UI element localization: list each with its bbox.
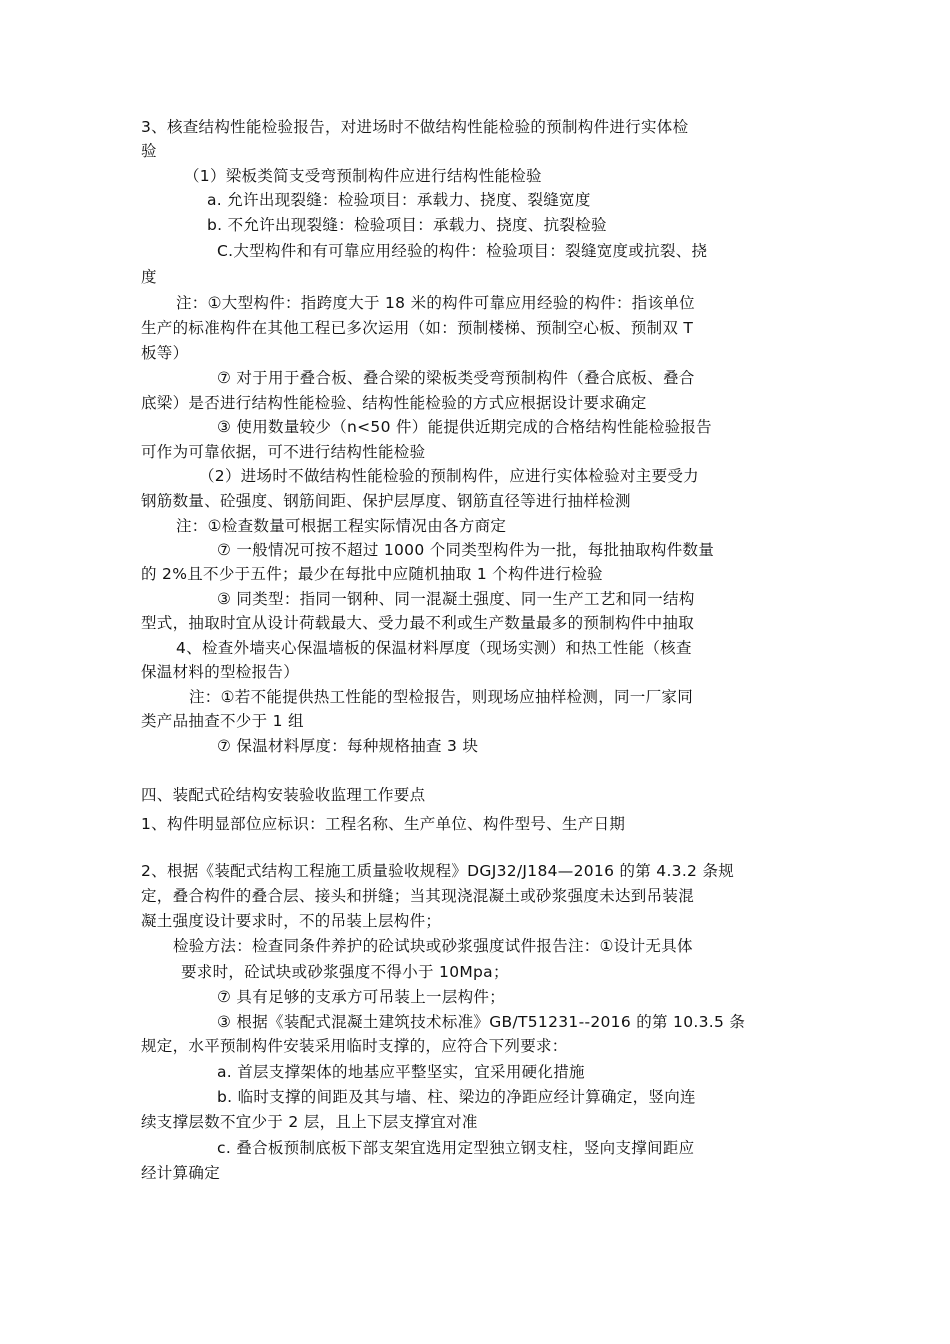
text-line: 型式，抽取时宜从设计荷载最大、受力最不利或生产数量最多的预制构件中抽取: [141, 614, 695, 632]
text-line: a. 允许出现裂缝：检验项目：承载力、挠度、裂缝宽度: [207, 191, 591, 209]
text-line: 钢筋数量、砼强度、钢筋间距、保护层厚度、钢筋直径等进行抽样检测: [141, 492, 631, 510]
text-line: 2、根据《装配式结构工程施工质量验收规程》DGJ32/J184—2016 的第 4.3.2 条规: [141, 862, 735, 880]
text-line: 4、检查外墙夹心保温墙板的保温材料厚度（现场实测）和热工性能（核查: [176, 639, 692, 657]
text-line: b. 临时支撑的间距及其与墙、柱、梁边的净距应经计算确定，竖向连: [217, 1088, 696, 1106]
text-line: 底梁）是否进行结构性能检验、结构性能检验的方式应根据设计要求确定: [141, 394, 647, 412]
text-line: （2）进场时不做结构性能检验的预制构件，应进行实体检验对主要受力: [199, 467, 699, 485]
section-heading: 四、装配式砼结构安装验收监理工作要点: [141, 786, 426, 804]
text-line: 1、构件明显部位应标识：工程名称、生产单位、构件型号、生产日期: [141, 815, 626, 833]
text-line: 类产品抽查不少于 1 组: [141, 712, 304, 730]
text-line: 度: [141, 268, 157, 286]
text-line: 续支撑层数不宜少于 2 层，且上下层支撑宜对准: [141, 1113, 478, 1131]
text-line: 可作为可靠依据，可不进行结构性能检验: [141, 443, 426, 461]
text-line: 3、核查结构性能检验报告，对进场时不做结构性能检验的预制构件进行实体检: [141, 118, 689, 136]
text-line: 注：①大型构件：指跨度大于 18 米的构件可靠应用经验的构件：指该单位: [176, 294, 695, 312]
text-line: 板等）: [141, 344, 189, 362]
text-line: ⑦ 对于用于叠合板、叠合梁的梁板类受弯预制构件（叠合底板、叠合: [217, 369, 695, 387]
text-line: 定，叠合构件的叠合层、接头和拼缝；当其现浇混凝土或砂浆强度未达到吊装混: [141, 887, 695, 905]
text-line: ③ 使用数量较少（n<50 件）能提供近期完成的合格结构性能检验报告: [217, 418, 712, 436]
text-line: ⑦ 一般情况可按不超过 1000 个同类型构件为一批，每批抽取构件数量: [217, 541, 715, 559]
text-line: 保温材料的型检报告）: [141, 663, 300, 681]
text-line: （1）梁板类简支受弯预制构件应进行结构性能检验: [184, 167, 542, 185]
text-line: ⑦ 具有足够的支承方可吊装上一层构件；: [217, 988, 506, 1006]
text-line: ③ 同类型：指同一钢种、同一混凝土强度、同一生产工艺和同一结构: [217, 590, 695, 608]
text-line: 注：①若不能提供热工性能的型检报告，则现场应抽样检测，同一厂家同: [189, 688, 693, 706]
text-line: 规定，水平预制构件安装采用临时支撑的，应符合下列要求：: [141, 1037, 568, 1055]
text-line: 要求时，砼试块或砂浆强度不得小于 10Mpa；: [181, 963, 509, 981]
text-line: 生产的标准构件在其他工程已多次运用（如：预制楼梯、预制空心板、预制双 T: [141, 319, 694, 337]
text-line: 的 2%且不少于五件；最少在每批中应随机抽取 1 个构件进行检验: [141, 565, 603, 583]
text-line: ③ 根据《装配式混凝土建筑技术标准》GB/T51231--2016 的第 10.3.5 条: [217, 1013, 746, 1031]
text-line: c. 叠合板预制底板下部支架宜选用定型独立钢支柱，竖向支撑间距应: [217, 1139, 695, 1157]
text-line: 经计算确定: [141, 1164, 221, 1182]
text-line: 检验方法：检查同条件养护的砼试块或砂浆强度试件报告注：①设计无具体: [173, 937, 693, 955]
text-line: ⑦ 保温材料厚度：每种规格抽查 3 块: [217, 737, 479, 755]
text-line: 注：①检查数量可根据工程实际情况由各方商定: [176, 517, 507, 535]
text-line: 验: [141, 142, 157, 160]
text-line: 凝土强度设计要求时，不的吊装上层构件；: [141, 912, 442, 930]
text-line: a. 首层支撑架体的地基应平整坚实，宜采用硬化措施: [217, 1063, 585, 1081]
text-line: C.大型构件和有可靠应用经验的构件：检验项目：裂缝宽度或抗裂、挠: [217, 242, 708, 260]
text-line: b. 不允许出现裂缝：检验项目：承载力、挠度、抗裂检验: [207, 216, 607, 234]
